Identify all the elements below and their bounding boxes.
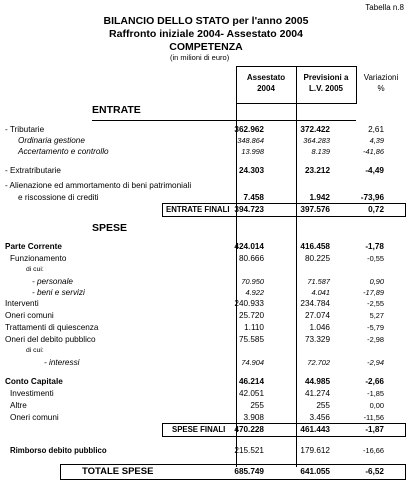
value-previsioni: 255 <box>316 401 330 410</box>
value-previsioni: 72.702 <box>307 358 330 367</box>
table-number: Tabella n.8 <box>365 3 404 12</box>
value-variazione: -1,78 <box>365 242 384 251</box>
row-interventi <box>0 298 412 309</box>
value-previsioni: 461.443 <box>300 425 330 434</box>
row-label: TOTALE SPESE <box>82 466 154 477</box>
value-variazione: -41,86 <box>363 147 384 156</box>
value-variazione: 5,27 <box>369 311 384 320</box>
row-label: Trattamenti di quiescenza <box>5 323 99 332</box>
value-assestato: 24.303 <box>238 166 264 175</box>
value-assestato: 215.521 <box>234 446 264 455</box>
row-funzionamento <box>0 253 412 264</box>
value-assestato: 424.014 <box>234 242 264 251</box>
header-previsioni-line2: L.V. 2005 <box>309 84 343 93</box>
value-assestato: 80.666 <box>238 254 264 263</box>
value-previsioni: 234.784 <box>300 299 330 308</box>
row-beni-servizi <box>0 287 412 298</box>
row-label: Accertamento e controllo <box>18 147 109 156</box>
row-label: di cui: <box>26 266 44 273</box>
row-label: - Tributarie <box>5 125 45 134</box>
row-label: Conto Capitale <box>5 377 63 386</box>
value-variazione: 0,90 <box>369 277 384 286</box>
value-variazione: -2,98 <box>367 335 384 344</box>
value-previsioni: 372.422 <box>300 125 330 134</box>
row-label: Investimenti <box>10 389 54 398</box>
value-assestato: 1.110 <box>244 323 264 332</box>
value-previsioni: 1.046 <box>309 323 330 332</box>
value-assestato: 470.228 <box>234 425 264 434</box>
section-entrate: ENTRATE <box>92 104 141 116</box>
row-label: - beni e servizi <box>32 288 85 297</box>
section-spese: SPESE <box>92 222 128 234</box>
row-altre <box>0 400 412 411</box>
value-previsioni: 8.139 <box>311 147 330 156</box>
value-previsioni: 23.212 <box>304 166 330 175</box>
value-assestato: 255 <box>250 401 264 410</box>
value-variazione: -16,66 <box>363 446 384 455</box>
row-label: - Extratributarie <box>5 166 61 175</box>
row-parte-corrente <box>0 241 412 252</box>
header-assestato-line2: 2004 <box>257 84 275 93</box>
value-previsioni: 4.041 <box>311 288 330 297</box>
row-label: di cui: <box>26 347 44 354</box>
page-title: BILANCIO DELLO STATO per l'anno 2005 <box>103 15 309 27</box>
row-label: Oneri del debito pubblico <box>5 335 96 344</box>
row-totale-spese <box>0 466 412 477</box>
row-label: Oneri comuni <box>10 413 59 422</box>
row-extratributarie <box>0 165 412 176</box>
row-oneri-comuni-capitale <box>0 412 412 423</box>
row-accertamento <box>0 146 412 157</box>
row-label: ENTRATE FINALI <box>166 205 230 214</box>
value-previsioni: 41.274 <box>304 389 330 398</box>
row-conto-capitale <box>0 376 412 387</box>
row-label: Interventi <box>5 299 39 308</box>
header-variazioni-line1: Variazioni <box>363 73 399 82</box>
row-label: Rimborso debito pubblico <box>10 446 107 455</box>
row-spese-finali <box>0 424 412 435</box>
value-variazione: -2,94 <box>367 358 384 367</box>
value-variazione: 0,72 <box>368 205 384 214</box>
row-interessi <box>0 357 412 368</box>
header-previsioni-line1: Previsioni a <box>303 73 349 82</box>
row-label: - Alienazione ed ammortamento di beni patrimoniali <box>5 181 192 190</box>
value-assestato: 348.864 <box>237 136 264 145</box>
row-di-cui-2 <box>0 345 412 356</box>
row-investimenti <box>0 388 412 399</box>
value-assestato: 362.962 <box>234 125 264 134</box>
value-assestato: 4.922 <box>245 288 264 297</box>
row-label: Parte Corrente <box>5 242 62 251</box>
value-assestato: 46.214 <box>238 377 264 386</box>
row-oneri-comuni <box>0 310 412 321</box>
row-label: Funzionamento <box>10 254 67 263</box>
row-label: SPESE FINALI <box>172 425 226 434</box>
value-previsioni: 416.458 <box>300 242 330 251</box>
value-variazione: -2,55 <box>367 299 384 308</box>
value-assestato: 75.585 <box>238 335 264 344</box>
value-previsioni: 179.612 <box>300 446 330 455</box>
value-assestato: 13.998 <box>241 147 264 156</box>
value-previsioni: 1.942 <box>309 193 330 202</box>
row-personale <box>0 276 412 287</box>
unit-note: (in milioni di euro) <box>170 53 230 62</box>
page-subtitle: Raffronto iniziale 2004- Assestato 2004 <box>109 28 303 40</box>
value-previsioni: 44.985 <box>304 377 330 386</box>
row-label: - interessi <box>44 358 80 367</box>
value-variazione: -5,79 <box>367 323 384 332</box>
row-ordinaria-gestione <box>0 135 412 146</box>
row-alienazione <box>0 180 412 191</box>
value-variazione: -73,96 <box>360 193 384 202</box>
value-variazione: 2,61 <box>368 125 384 134</box>
row-label: Altre <box>10 401 27 410</box>
row-label: e riscossione di crediti <box>18 193 99 202</box>
value-previsioni: 73.329 <box>304 335 330 344</box>
value-previsioni: 80.225 <box>304 254 330 263</box>
value-assestato: 3.908 <box>243 413 264 422</box>
value-variazione: -2,66 <box>365 377 384 386</box>
row-trattamenti <box>0 322 412 333</box>
row-label: Ordinaria gestione <box>18 136 85 145</box>
value-variazione: -6,52 <box>365 467 384 476</box>
page-heading: COMPETENZA <box>169 41 243 53</box>
value-assestato: 74.904 <box>241 358 264 367</box>
value-variazione: -11,56 <box>363 413 384 422</box>
value-variazione: -1,87 <box>365 425 384 434</box>
value-assestato: 685.749 <box>234 467 264 476</box>
row-riscossione-crediti <box>0 192 412 203</box>
value-previsioni: 71.587 <box>307 277 330 286</box>
row-label: - personale <box>32 277 73 286</box>
header-variazioni-line2: % <box>377 84 385 93</box>
value-previsioni: 364.283 <box>303 136 330 145</box>
value-previsioni: 641.055 <box>300 467 330 476</box>
row-tributarie <box>0 124 412 135</box>
value-assestato: 42.051 <box>238 389 264 398</box>
value-variazione: 0,00 <box>369 401 384 410</box>
value-variazione: -1,85 <box>367 389 384 398</box>
row-rimborso-debito <box>0 445 412 456</box>
value-variazione: -4,49 <box>365 166 384 175</box>
value-variazione: -17,89 <box>363 288 384 297</box>
value-variazione: -0,55 <box>367 254 384 263</box>
value-previsioni: 27.074 <box>304 311 330 320</box>
row-entrate-finali <box>0 204 412 215</box>
value-assestato: 240.933 <box>234 299 264 308</box>
row-di-cui <box>0 264 412 275</box>
row-oneri-debito <box>0 334 412 345</box>
value-assestato: 70.950 <box>241 277 264 286</box>
value-assestato: 25.720 <box>238 311 264 320</box>
value-previsioni: 3.456 <box>309 413 330 422</box>
value-assestato: 7.458 <box>243 193 264 202</box>
value-previsioni: 397.576 <box>300 205 330 214</box>
row-label: Oneri comuni <box>5 311 54 320</box>
value-assestato: 394.723 <box>234 205 264 214</box>
header-assestato-line1: Assestato <box>246 73 286 82</box>
section-rule-entrate <box>92 120 356 121</box>
value-variazione: 4,39 <box>369 136 384 145</box>
